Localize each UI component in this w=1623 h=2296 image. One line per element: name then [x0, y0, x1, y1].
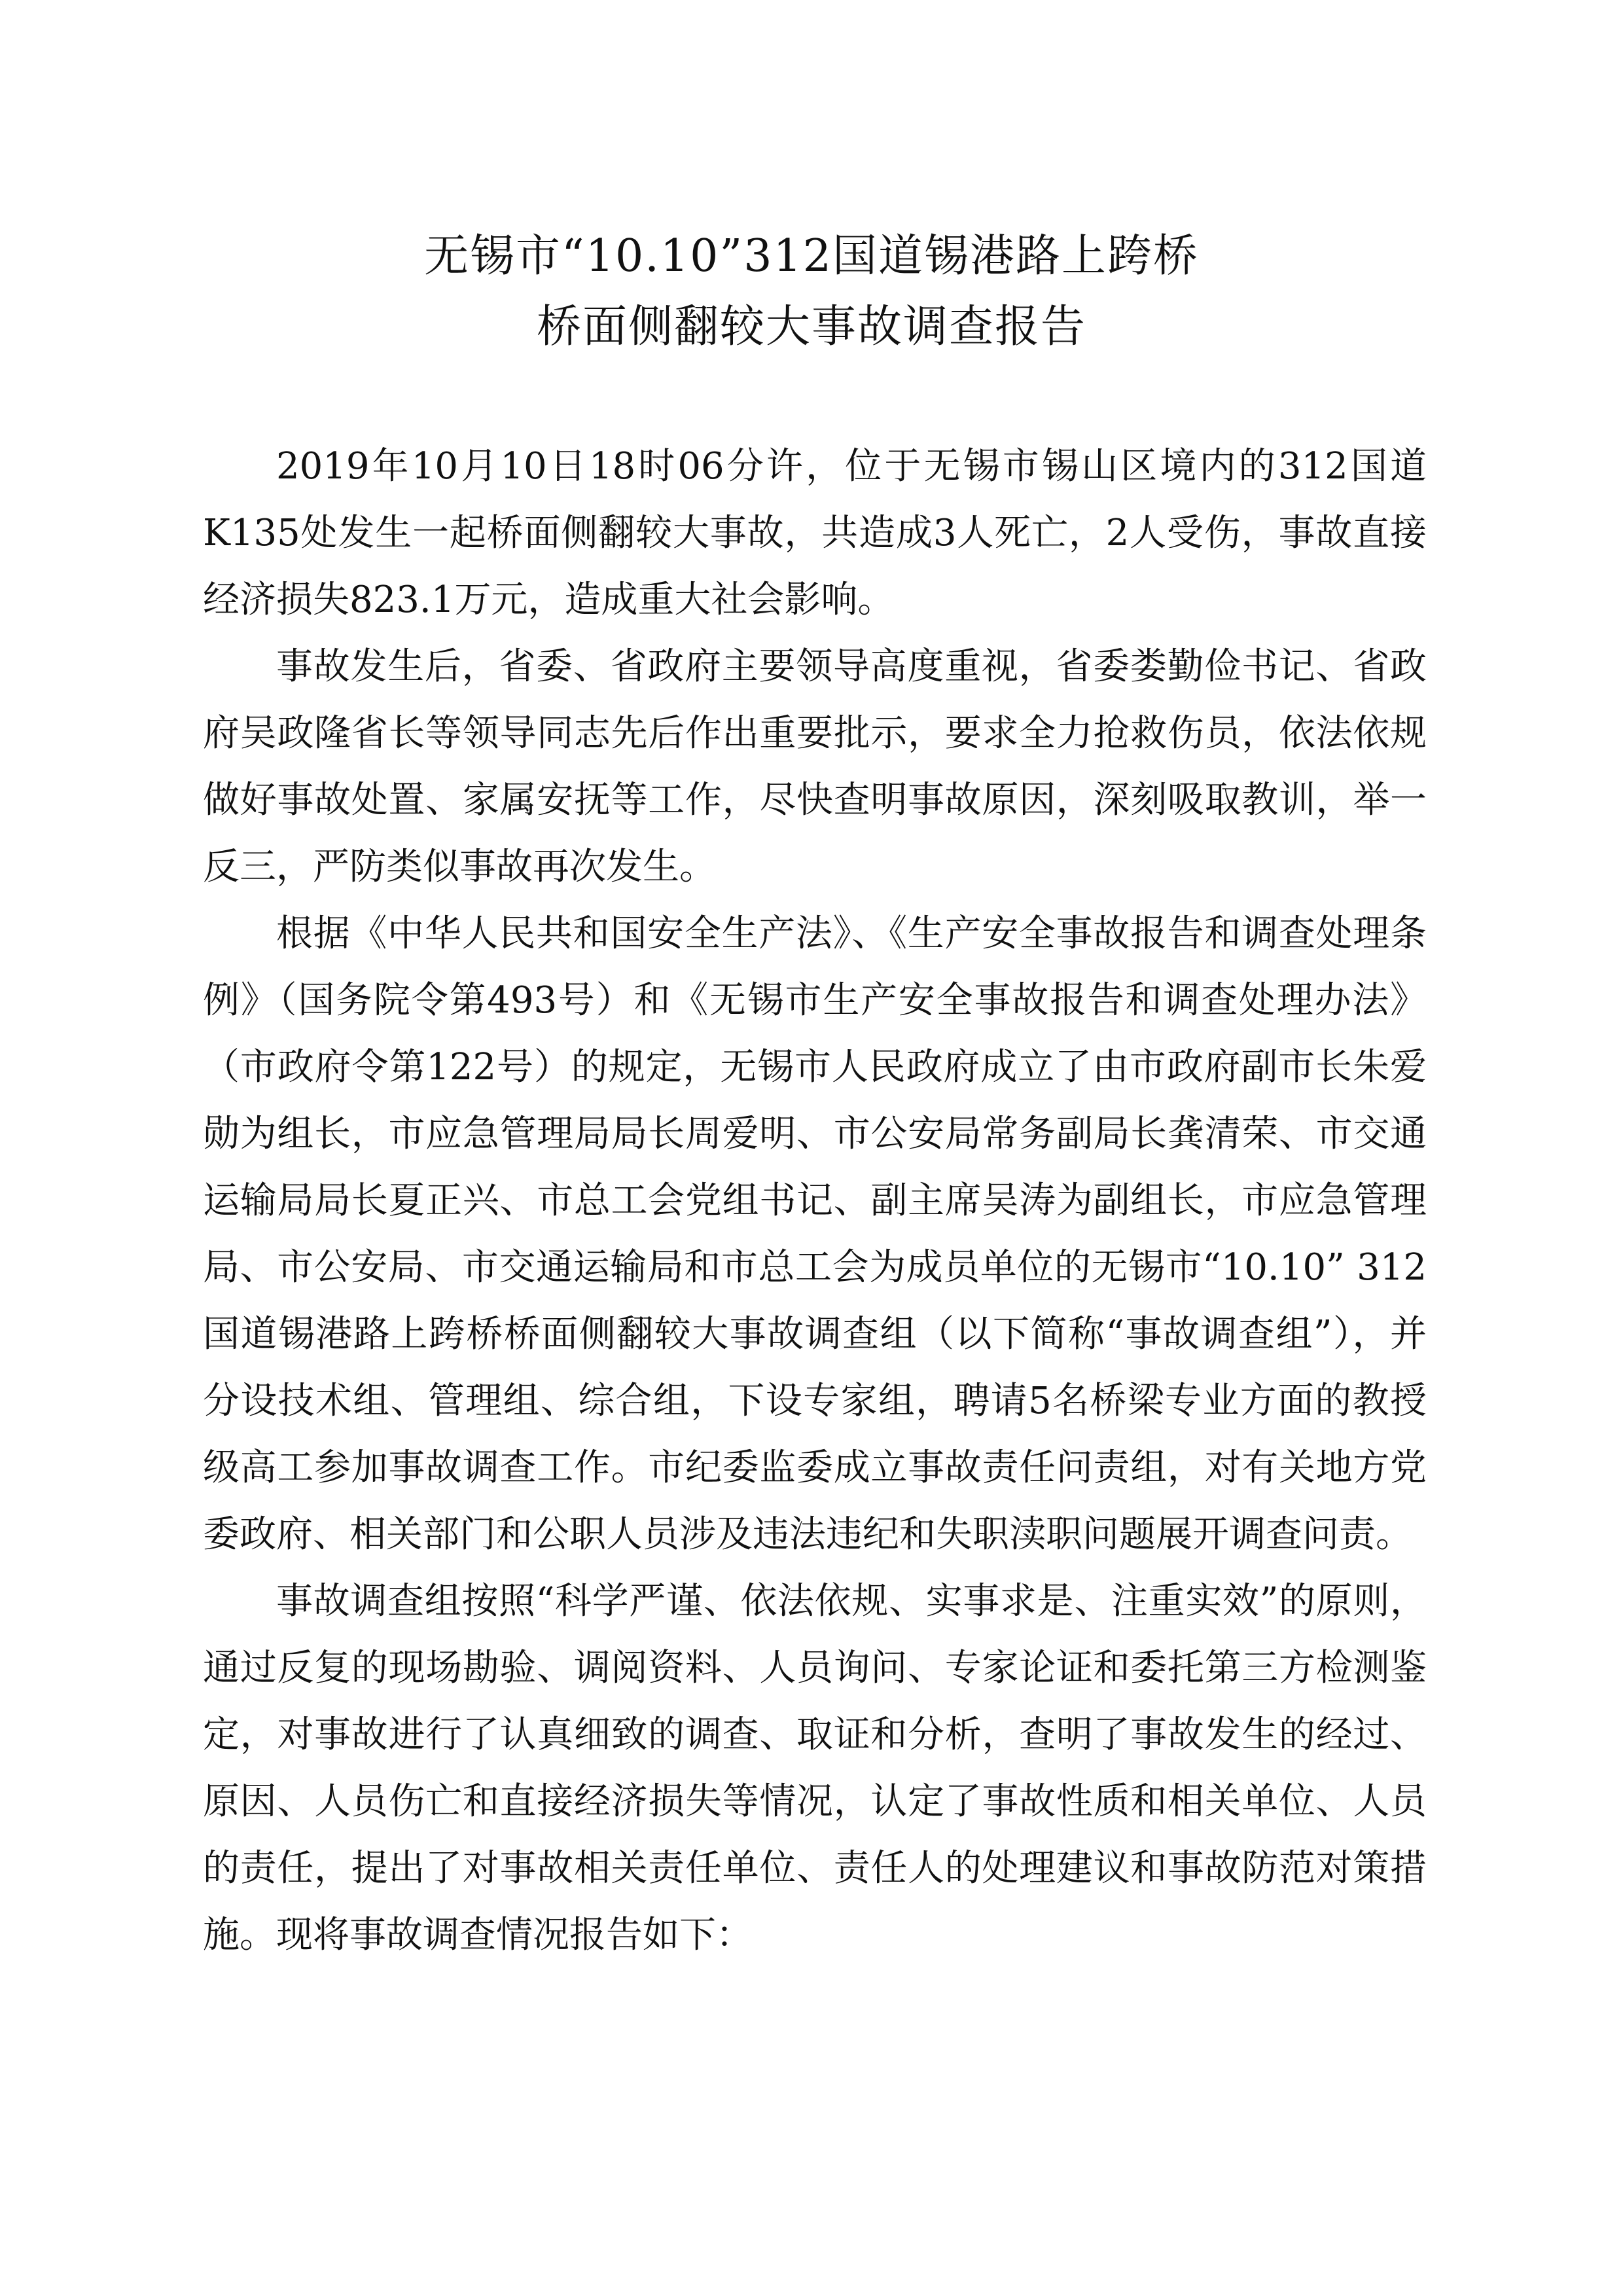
title-line-2: 桥面侧翻较大事故调查报告	[536, 301, 1086, 353]
paragraph-1: 2019年10月10日18时06分许，位于无锡市锡山区境内的312国道K135处发生一起桥面侧翻较大事故，共造成3人死亡，2人受伤，事故直接经济损失823.1万元，造成重大社会影响。	[203, 445, 1427, 621]
report-title	[0, 221, 1623, 363]
paragraph-2: 事故发生后，省委、省政府主要领导高度重视，省委娄勤俭书记、省政府吴政隆省长等领导同志先后作出重要批示，要求全力抢救伤员，依法依规做好事故处置、家属安抚等工作，尽快查明事故原因，深刻吸取教训，举一反三，严防类似事故再次发生。	[203, 645, 1427, 888]
title-line-1: 无锡市“10.10”312国道锡港路上跨桥	[424, 230, 1199, 282]
report-body	[203, 433, 1427, 1969]
paragraph-4: 事故调查组按照“科学严谨、依法依规、实事求是、注重实效”的原则，通过反复的现场勘验、调阅资料、人员询问、专家论证和委托第三方检测鉴定，对事故进行了认真细致的调查、取证和分析，查明了事故发生的经过、原因、人员伤亡和直接经济损失等情况，认定了事故性质和相关单位、人员的责任，提出了对事故相关责任单位、责任人的处理建议和事故防范对策措施。现将事故调查情况报告如下：	[203, 1580, 1427, 1956]
paragraph-3: 根据《中华人民共和国安全生产法》、《生产安全事故报告和调查处理条例》（国务院令第493号）和《无锡市生产安全事故报告和调查处理办法》（市政府令第122号）的规定，无锡市人民政府成立了由市政府副市长朱爱勋为组长，市应急管理局局长周爱明、市公安局常务副局长龚清荣、市交通运输局局长夏正兴、市总工会党组书记、副主席吴涛为副组长，市应急管理局、市公安局、市交通运输局和市总工会为成员单位的无锡市“10.10” 312国道锡港路上跨桥桥面侧翻较大事故调查组（以下简称“事故调查组”），并分设技术组、管理组、综合组，下设专家组，聘请5名桥梁专业方面的教授级高工参加事故调查工作。市纪委监委成立事故责任问责组，对有关地方党委政府、相关部门和公职人员涉及违法违纪和失职渎职问题展开调查问责。	[203, 912, 1427, 1556]
